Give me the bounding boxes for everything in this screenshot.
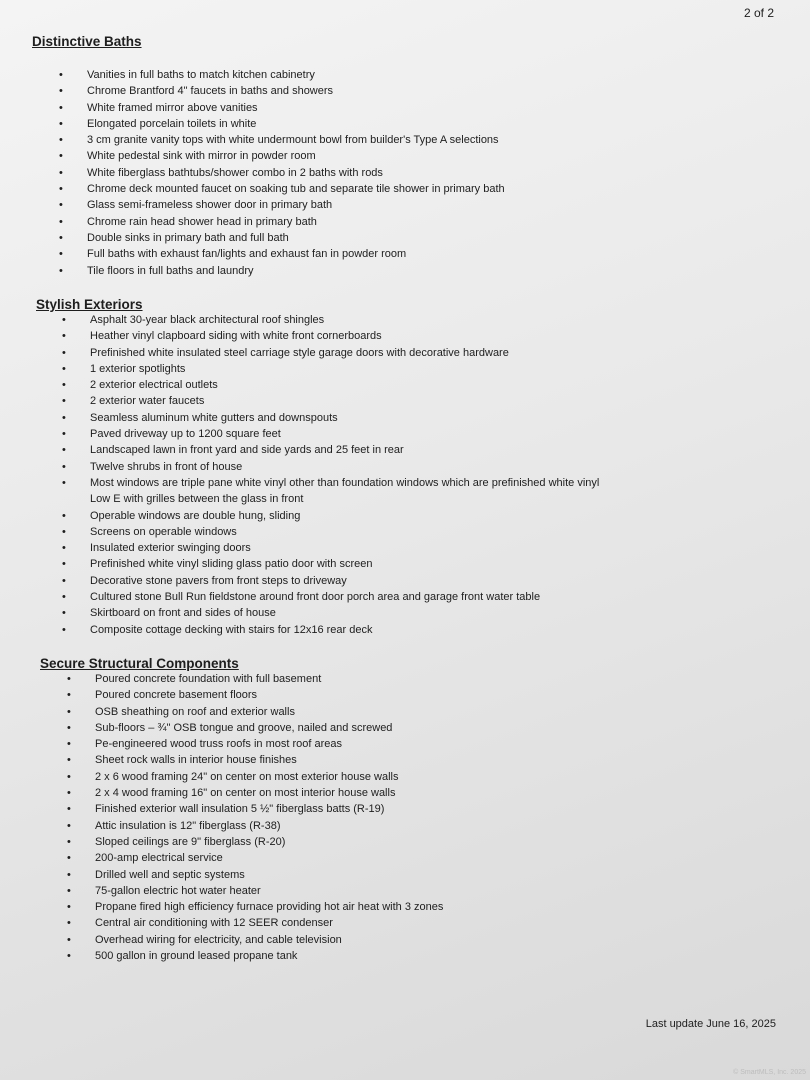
list-item bbox=[59, 165, 505, 181]
list-item bbox=[67, 932, 443, 948]
list-item bbox=[62, 345, 599, 361]
bullet-icon: • bbox=[62, 509, 66, 522]
bullet-icon: • bbox=[62, 542, 66, 555]
list-item-text: Sub-floors – ¾" OSB tongue and groove, nailed and screwed bbox=[95, 721, 393, 734]
list-item bbox=[67, 948, 443, 964]
list-item bbox=[59, 116, 505, 132]
section-distinctive-baths bbox=[32, 33, 505, 279]
bullet-icon: • bbox=[62, 428, 66, 441]
list-item bbox=[90, 491, 599, 507]
list-item-text: 2 x 6 wood framing 24" on center on most exterior house walls bbox=[95, 770, 399, 783]
list-item-text: Pe-engineered wood truss roofs in most roof areas bbox=[95, 738, 343, 751]
bullet-icon: • bbox=[62, 460, 66, 473]
list-item bbox=[67, 883, 443, 899]
list-item bbox=[62, 393, 599, 409]
bullet-icon: • bbox=[62, 362, 66, 375]
list-item-text: Finished exterior wall insulation 5 ½" fiberglass batts (R-19) bbox=[95, 803, 385, 816]
bullet-icon: • bbox=[59, 166, 63, 179]
list-item-text: Most windows are triple pane white vinyl other than foundation windows which are prefinished white vinyl bbox=[90, 476, 600, 489]
bullet-icon: • bbox=[59, 183, 63, 196]
list-item-text: Attic insulation is 12" fiberglass (R-38) bbox=[95, 819, 281, 832]
list-item-text: 3 cm granite vanity tops with white undermount bowl from builder's Type A selections bbox=[87, 134, 499, 147]
list-item bbox=[62, 312, 599, 328]
list-item bbox=[62, 540, 599, 556]
section-title: Secure Structural Components bbox=[40, 656, 239, 671]
item-list bbox=[59, 67, 505, 279]
list-item-text: Elongated porcelain toilets in white bbox=[87, 117, 257, 130]
item-list bbox=[67, 671, 444, 964]
list-item bbox=[59, 181, 505, 197]
bullet-icon: • bbox=[67, 689, 71, 702]
list-item bbox=[59, 100, 505, 116]
list-item-text: 2 exterior electrical outlets bbox=[90, 379, 218, 392]
list-item bbox=[59, 83, 505, 99]
list-item bbox=[62, 605, 599, 621]
bullet-icon: • bbox=[67, 705, 71, 718]
bullet-icon: • bbox=[59, 69, 63, 81]
list-item bbox=[67, 834, 443, 850]
bullet-icon: • bbox=[67, 901, 71, 914]
list-item bbox=[67, 671, 443, 687]
list-item-text: White framed mirror above vanities bbox=[87, 101, 258, 114]
bullet-icon: • bbox=[59, 101, 63, 114]
list-item-text: 75-gallon electric hot water heater bbox=[95, 884, 261, 897]
list-item-text: Chrome Brantford 4" faucets in baths and showers bbox=[87, 85, 334, 98]
bullet-icon: • bbox=[59, 85, 63, 98]
list-item-text: Sloped ceilings are 9" fiberglass (R-20) bbox=[95, 835, 286, 848]
list-item bbox=[67, 801, 443, 817]
list-item bbox=[62, 377, 599, 393]
list-item-text: Skirtboard on front and sides of house bbox=[90, 607, 276, 620]
list-item bbox=[67, 818, 443, 834]
bullet-icon: • bbox=[67, 950, 71, 963]
bullet-icon: • bbox=[62, 379, 66, 392]
bullet-icon: • bbox=[62, 395, 66, 408]
list-item-text: 2 exterior water faucets bbox=[90, 395, 205, 408]
list-item-text: Operable windows are double hung, sliding bbox=[90, 509, 301, 522]
bullet-icon: • bbox=[62, 558, 66, 571]
bullet-icon: • bbox=[67, 835, 71, 848]
list-item-text: Seamless aluminum white gutters and downspouts bbox=[90, 411, 338, 424]
section-title: Stylish Exteriors bbox=[36, 297, 143, 312]
list-item-text: White pedestal sink with mirror in powder room bbox=[87, 150, 316, 163]
list-item-text: Low E with grilles between the glass in front bbox=[90, 493, 304, 506]
list-item-text: Screens on operable windows bbox=[90, 525, 237, 538]
list-item-text: Cultured stone Bull Run fieldstone around front door porch area and garage front water table bbox=[90, 591, 541, 604]
list-item bbox=[62, 622, 599, 638]
bullet-icon: • bbox=[67, 803, 71, 816]
list-item-text: Full baths with exhaust fan/lights and exhaust fan in powder room bbox=[87, 248, 407, 261]
bullet-icon: • bbox=[59, 134, 63, 147]
bullet-icon: • bbox=[59, 248, 63, 261]
list-item-text: Poured concrete basement floors bbox=[95, 689, 258, 702]
list-item-text: Overhead wiring for electricity, and cable television bbox=[95, 933, 342, 946]
list-item-text: Poured concrete foundation with full basement bbox=[95, 673, 322, 685]
list-item-text: 2 x 4 wood framing 16" on center on most interior house walls bbox=[95, 787, 396, 800]
bullet-icon: • bbox=[67, 884, 71, 897]
list-item-text: Prefinished white vinyl sliding glass patio door with screen bbox=[90, 558, 373, 571]
list-item-text: Asphalt 30-year black architectural roof shingles bbox=[90, 314, 325, 326]
list-item bbox=[59, 263, 505, 279]
section-stylish-exteriors bbox=[36, 296, 599, 638]
list-item bbox=[67, 704, 443, 720]
section-title: Distinctive Baths bbox=[32, 34, 142, 49]
list-item-text: 200-amp electrical service bbox=[95, 852, 223, 865]
list-item bbox=[59, 197, 505, 213]
list-item-text: 500 gallon in ground leased propane tank bbox=[95, 950, 298, 963]
bullet-icon: • bbox=[62, 476, 66, 489]
bullet-icon: • bbox=[62, 525, 66, 538]
list-item-text: Prefinished white insulated steel carriage style garage doors with decorative hardware bbox=[90, 346, 509, 359]
list-item bbox=[62, 442, 599, 458]
bullet-icon: • bbox=[67, 868, 71, 881]
list-item bbox=[62, 459, 599, 475]
list-item bbox=[59, 148, 505, 164]
last-update: Last update June 16, 2025 bbox=[645, 1018, 776, 1030]
list-item bbox=[67, 769, 443, 785]
list-item-text: Double sinks in primary bath and full bath bbox=[87, 231, 289, 244]
bullet-icon: • bbox=[62, 444, 66, 457]
list-item bbox=[67, 850, 443, 866]
bullet-icon: • bbox=[62, 591, 66, 604]
list-item bbox=[62, 426, 599, 442]
bullet-icon: • bbox=[67, 917, 71, 930]
list-item-text: Decorative stone pavers from front steps to driveway bbox=[90, 574, 347, 587]
list-item bbox=[62, 589, 599, 605]
list-item-text: Drilled well and septic systems bbox=[95, 868, 245, 881]
page-number: 2 of 2 bbox=[743, 6, 774, 20]
list-item-text: Glass semi-frameless shower door in primary bath bbox=[87, 199, 333, 212]
bullet-icon: • bbox=[59, 231, 63, 244]
bullet-icon: • bbox=[62, 574, 66, 587]
list-item bbox=[62, 361, 599, 377]
bullet-icon: • bbox=[59, 117, 63, 130]
bullet-icon: • bbox=[59, 199, 63, 212]
bullet-icon: • bbox=[67, 819, 71, 832]
list-item-text: 1 exterior spotlights bbox=[90, 362, 186, 375]
list-item bbox=[67, 867, 443, 883]
list-item-text: Central air conditioning with 12 SEER condenser bbox=[95, 917, 333, 930]
list-item bbox=[59, 214, 505, 230]
list-item bbox=[62, 508, 599, 524]
list-item-text: Twelve shrubs in front of house bbox=[90, 460, 243, 473]
bullet-icon: • bbox=[67, 738, 71, 751]
watermark: © SmartMLS, Inc. 2025 bbox=[733, 1069, 806, 1076]
bullet-icon: • bbox=[62, 346, 66, 359]
list-item-text: Chrome deck mounted faucet on soaking tub and separate tile shower in primary bath bbox=[87, 183, 505, 196]
list-item-text: Paved driveway up to 1200 square feet bbox=[90, 428, 281, 441]
list-item bbox=[62, 475, 600, 491]
list-item bbox=[67, 752, 443, 768]
list-item-text: White fiberglass bathtubs/shower combo in 2 baths with rods bbox=[87, 166, 383, 179]
bullet-icon: • bbox=[62, 314, 66, 326]
bullet-icon: • bbox=[62, 607, 66, 620]
bullet-icon: • bbox=[59, 264, 63, 277]
bullet-icon: • bbox=[62, 623, 66, 636]
bullet-icon: • bbox=[62, 411, 66, 424]
item-list bbox=[62, 312, 600, 638]
list-item bbox=[59, 132, 505, 148]
section-secure-structural-components bbox=[40, 655, 443, 964]
list-item bbox=[67, 720, 443, 736]
list-item bbox=[67, 785, 443, 801]
bullet-icon: • bbox=[67, 673, 71, 685]
list-item bbox=[62, 524, 599, 540]
list-item-text: Vanities in full baths to match kitchen cabinetry bbox=[87, 69, 315, 81]
list-item-text: Tile floors in full baths and laundry bbox=[87, 264, 254, 277]
list-item bbox=[67, 899, 444, 915]
list-item bbox=[67, 687, 443, 703]
list-item bbox=[59, 67, 505, 83]
bullet-icon: • bbox=[67, 770, 71, 783]
list-item-text: Landscaped lawn in front yard and side yards and 25 feet in rear bbox=[90, 444, 404, 457]
list-item bbox=[62, 573, 599, 589]
bullet-icon: • bbox=[62, 330, 66, 343]
list-item-text: Propane fired high efficiency furnace providing hot air heat with 3 zones bbox=[95, 901, 444, 914]
bullet-icon: • bbox=[67, 754, 71, 767]
list-item bbox=[62, 556, 599, 572]
list-item bbox=[59, 230, 505, 246]
list-item bbox=[67, 915, 443, 931]
list-item bbox=[62, 328, 599, 344]
list-item-text: Heather vinyl clapboard siding with white front cornerboards bbox=[90, 330, 382, 343]
list-item-text: OSB sheathing on roof and exterior walls bbox=[95, 705, 295, 718]
list-item-text: Sheet rock walls in interior house finishes bbox=[95, 754, 297, 767]
bullet-icon: • bbox=[59, 215, 63, 228]
bullet-icon: • bbox=[67, 721, 71, 734]
list-item bbox=[59, 246, 505, 262]
list-item-text: Chrome rain head shower head in primary bath bbox=[87, 215, 317, 228]
list-item bbox=[62, 410, 599, 426]
bullet-icon: • bbox=[59, 150, 63, 163]
bullet-icon: • bbox=[67, 852, 71, 865]
list-item-text: Insulated exterior swinging doors bbox=[90, 542, 251, 555]
list-item bbox=[67, 736, 443, 752]
bullet-icon: • bbox=[67, 787, 71, 800]
bullet-icon: • bbox=[67, 933, 71, 946]
list-item-text: Composite cottage decking with stairs for 12x16 rear deck bbox=[90, 623, 373, 636]
